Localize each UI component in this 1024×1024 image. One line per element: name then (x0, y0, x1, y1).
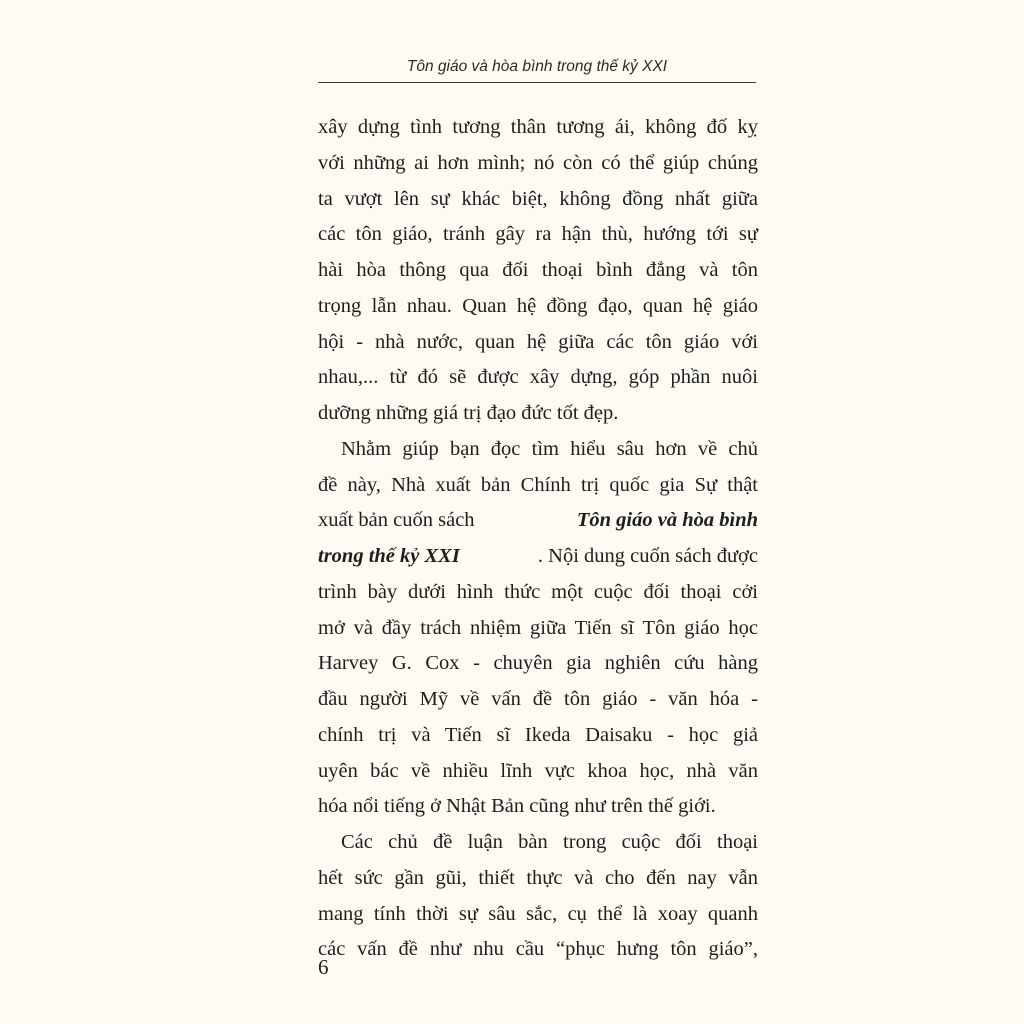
text-line: hội - nhà nước, quan hệ giữa các tôn giáo với (318, 330, 758, 353)
header-divider (318, 82, 756, 83)
text-line: nhau,... từ đó sẽ được xây dựng, góp phần nuôi (318, 366, 758, 389)
book-title-part-1: Tôn giáo và hòa bình (576, 509, 758, 532)
text-line: trình bày dưới hình thức một cuộc đối thoại cởi (318, 580, 758, 603)
text-line: trong thế kỷ XXI . Nội dung cuốn sách được (318, 539, 758, 575)
text-line: uyên bác về nhiều lĩnh vực khoa học, nhà văn (318, 759, 758, 782)
text-line: các vấn đề như nhu cầu “phục hưng tôn giáo”, (318, 938, 758, 961)
text-line: chính trị và Tiến sĩ Ikeda Daisaku - học giả (318, 723, 758, 746)
text-line-paragraph-start: Nhằm giúp bạn đọc tìm hiểu sâu hơn về chủ (341, 437, 758, 460)
text-line: xây dựng tình tương thân tương ái, không đố kỵ (318, 116, 758, 138)
text-line: xuất bản cuốn sách Tôn giáo và hòa bình (318, 503, 758, 539)
text-line: dưỡng những giá trị đạo đức tốt đẹp. (318, 402, 619, 424)
text-line: trọng lẫn nhau. Quan hệ đồng đạo, quan hệ giáo (318, 294, 758, 317)
page-number: 6 (318, 955, 329, 979)
text-line: mang tính thời sự sâu sắc, cụ thể là xoay quanh (318, 902, 758, 925)
text-line: với những ai hơn mình; nó còn có thể giúp chúng (318, 151, 758, 174)
book-title-part-2: trong thế kỷ XXI (318, 545, 460, 567)
text-line: hóa nổi tiếng ở Nhật Bản cũng như trên thế giới. (318, 795, 716, 818)
text-line: các tôn giáo, tránh gây ra hận thù, hướng tới sự (318, 223, 758, 246)
running-header-title: Tôn giáo và hòa bình trong thế kỷ XXI (406, 58, 668, 75)
text-line: ta vượt lên sự khác biệt, không đồng nhất giữa (318, 187, 758, 210)
text-line: Harvey G. Cox - chuyên gia nghiên cứu hàng (318, 652, 758, 675)
text-line: đầu người Mỹ về vấn đề tôn giáo - văn hóa - (318, 688, 758, 710)
text-line-paragraph-start: Các chủ đề luận bàn trong cuộc đối thoại (341, 831, 758, 853)
body-text (318, 110, 758, 968)
text-line: đề này, Nhà xuất bản Chính trị quốc gia Sự thật (318, 473, 758, 496)
text-line: mở và đầy trách nhiệm giữa Tiến sĩ Tôn giáo học (318, 616, 758, 639)
text-line: hết sức gần gũi, thiết thực và cho đến nay vẫn (318, 866, 758, 889)
text-line: hài hòa thông qua đối thoại bình đẳng và tôn (318, 259, 758, 281)
